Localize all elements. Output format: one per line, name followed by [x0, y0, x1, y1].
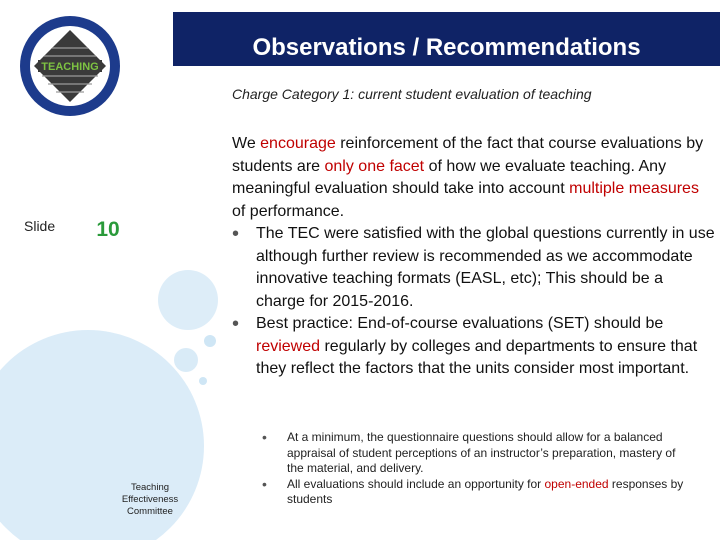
slide-label: Slide	[24, 218, 56, 234]
emphasis-only-one-facet: only one facet	[324, 157, 425, 175]
bubble-tiny	[199, 377, 207, 385]
emphasis-reviewed: reviewed	[256, 337, 321, 355]
committee-line: Effectiveness	[121, 494, 179, 505]
committee-label	[112, 482, 188, 518]
bullet-icon: •	[262, 475, 267, 492]
committee-line: Teaching	[130, 482, 170, 493]
bubble-medium	[158, 270, 218, 330]
sub-bullets	[262, 430, 692, 508]
bullet-tec-satisfied: • The TEC were satisfied with the global questions currently in use although further review is recommended as we accommodate innovative teaching formats (EASL, etc); This should be a charge for 2015-2016.	[232, 223, 715, 310]
bullet-icon: •	[262, 429, 267, 445]
committee-line: Committee	[127, 506, 173, 517]
emphasis-open-ended: open-ended	[544, 476, 609, 491]
main-content	[232, 133, 716, 381]
sub-bullet-open-ended: • All evaluations should include an opportunity for open-ended responses by students	[262, 475, 684, 506]
teaching-word-cloud-icon	[30, 26, 110, 106]
slide-title: Observations / Recommendations	[252, 34, 641, 61]
bullet-best-practice: • Best practice: End-of-course evaluations (SET) should be reviewed regularly by colleges and departments to ensure that they reflect the factors that the units consider most important.	[232, 313, 698, 377]
logo	[30, 26, 110, 106]
subtitle: Charge Category 1: current student evaluation of teaching	[232, 86, 592, 102]
bubble-small	[204, 335, 216, 347]
sub-bullet-minimum: • At a minimum, the questionnaire questions should allow for a balanced appraisal of student perceptions of an instructor’s preparation, mastery of the material, and delivery.	[262, 429, 676, 475]
logo-text: TEACHING	[41, 61, 99, 73]
bullet-icon: •	[232, 313, 240, 335]
slide-number: 10	[80, 202, 136, 258]
bubble-medium-2	[174, 348, 198, 372]
bullet-icon: •	[232, 223, 240, 245]
emphasis-encourage: encourage	[260, 135, 336, 152]
intro-paragraph: We encourage reinforcement of the fact that course evaluations by students are only one facet of how we evaluate teaching. Any meaningful evaluation should take into account multiple measures of performance.	[232, 135, 704, 220]
emphasis-multiple-measures: multiple measures	[569, 180, 699, 197]
